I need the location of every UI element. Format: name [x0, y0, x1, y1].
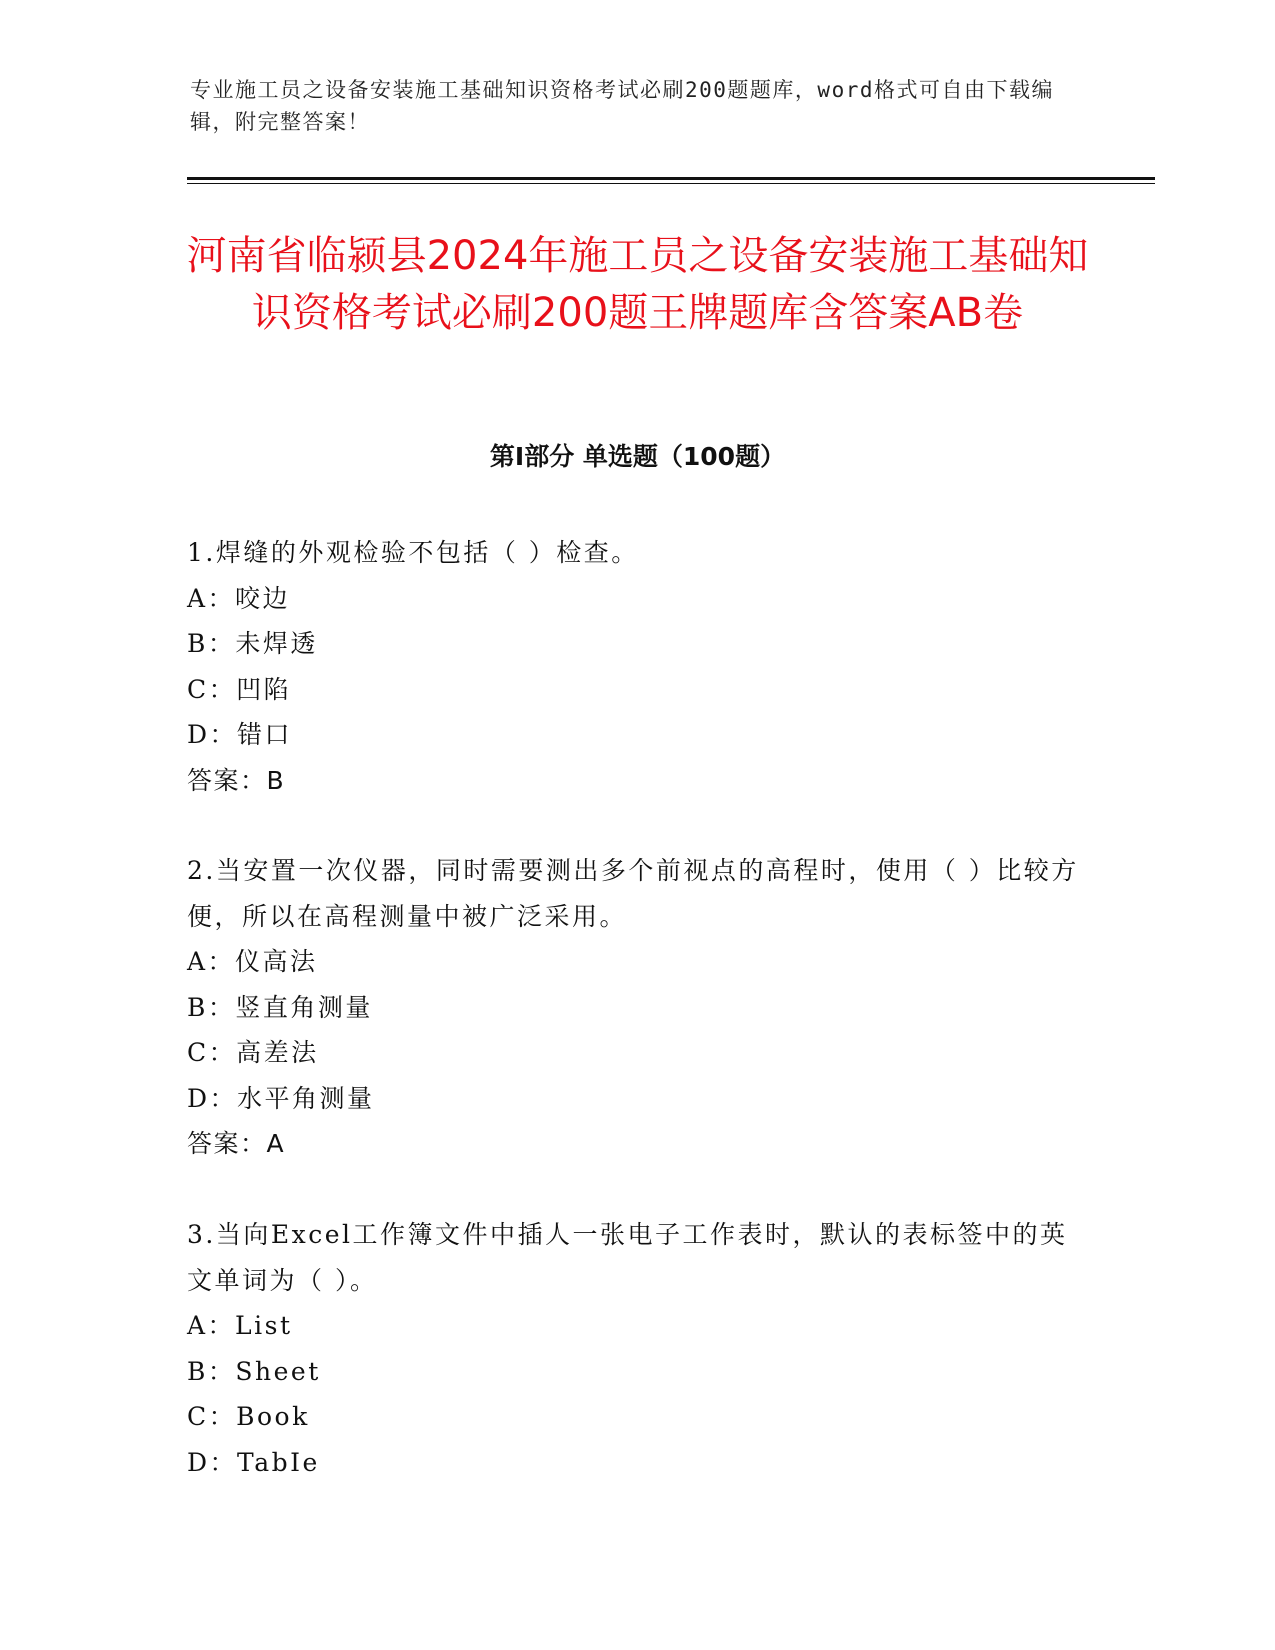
option-a: A：List — [187, 1311, 293, 1340]
option-c: C：Book — [187, 1402, 310, 1431]
header-divider-thin — [187, 183, 1155, 184]
answer-line: 答案：A — [187, 1129, 286, 1158]
answer-line: 答案：B — [187, 765, 286, 795]
header-divider-thick — [187, 177, 1155, 180]
option-b: B：竖直角测量 — [187, 992, 373, 1022]
option-a: A：仪高法 — [187, 947, 318, 976]
option-d: D：水平角测量 — [187, 1083, 375, 1113]
option-d: D：错口 — [187, 720, 293, 749]
question-item — [187, 1212, 1087, 1485]
option-b: B：Sheet — [187, 1356, 321, 1386]
question-stem: 3.当向Excel工作簿文件中插人一张电子工作表时，默认的表标签中的英文单词为（ ）。 — [187, 1220, 1068, 1295]
option-d: D：TabIe — [187, 1447, 320, 1477]
question-item — [187, 530, 1087, 803]
option-a: A：咬边 — [187, 583, 291, 613]
document-title: 河南省临颍县2024年施工员之设备安装施工基础知识资格考试必刷200题王牌题库含答案AB卷 — [186, 233, 1089, 336]
question-item — [187, 848, 1087, 1167]
section-title: 第I部分 单选题（100题） — [489, 442, 786, 471]
option-b: B：未焊透 — [187, 629, 318, 658]
question-stem: 2.当安置一次仪器，同时需要测出多个前视点的高程时，使用（ ）比较方便，所以在高程测量中被广泛采用。 — [187, 856, 1079, 931]
header-note: 专业施工员之设备安装施工基础知识资格考试必刷200题题库，word格式可自由下载编辑，附完整答案！ — [190, 78, 1054, 134]
option-c: C：凹陷 — [187, 674, 292, 704]
option-c: C：高差法 — [187, 1038, 319, 1067]
question-stem: 1.焊缝的外观检验不包括（ ）检查。 — [187, 538, 639, 567]
